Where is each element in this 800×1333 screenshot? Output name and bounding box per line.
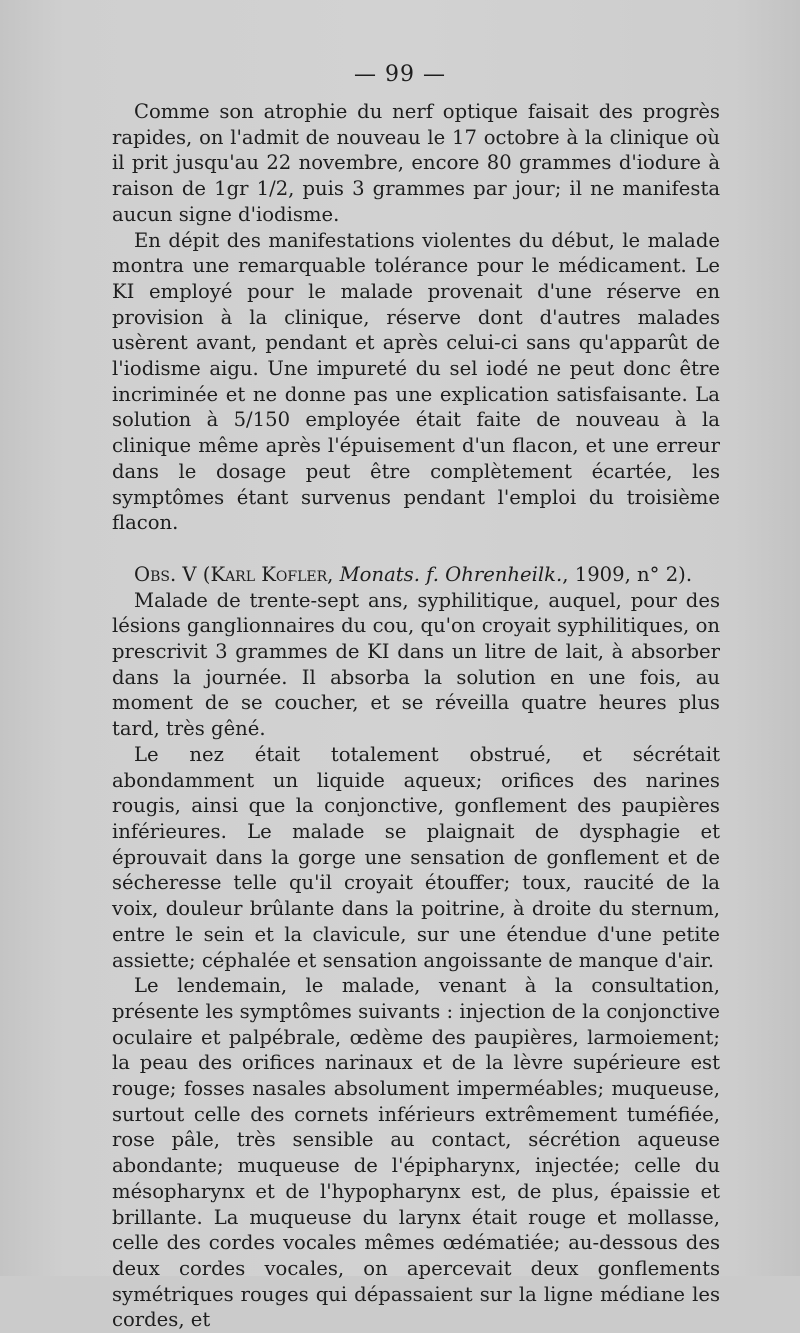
page-body <box>112 99 720 1333</box>
paragraph-tolerance: En dépit des manifestations violentes du début, le malade montra une remarquable tolérance pour le médicament. Le KI employé pour le malade provenait d'une réserve en provision à la clinique, réserve dont d'autres malades usèrent avant, pendant et après celui-ci sans qu'apparût de l'iodisme aigu. Une impureté du sel iodé ne peut donc être incriminée et ne donne pas une explication satisfaisante. La solution à 5/150 employée était faite de nouveau à la clinique même après l'épuisement d'un flacon, et une erreur dans le dosage peut être complètement écartée, les symptômes étant survenus pendant l'emploi du troisième flacon. <box>112 228 720 535</box>
citation-author: Karl Kofler <box>210 562 328 586</box>
observation-label: Obs. V <box>134 562 197 586</box>
paragraph-patient-history: Malade de trente-sept ans, syphilitique, auquel, pour des lésions ganglionnaires du cou, qu'on croyait syphilitiques, on prescrivit 3 grammes de KI dans un litre de lait, à absorber dans la journée. Il absorba la solution en une fois, au moment de se coucher, et se réveilla quatre heures plus tard, très gêné. <box>112 588 720 741</box>
citation-separator: , <box>327 562 340 586</box>
paragraph-symptoms-next-day: Le lendemain, le malade, venant à la consultation, présente les symptômes suivants : injection de la conjonctive oculaire et palpébrale, œdème des paupières, larmoiement; la peau des orifices narinaux et de la lèvre supérieure est rouge; fosses nasales absolument imperméables; muqueuse, surtout celle des cornets inférieurs extrêmement tuméfiée, rose pâle, très sensible au contact, sécrétion aqueuse abondante; muqueuse de l'épipharynx, injectée; celle du mésopharynx et de l'hypopharynx est, de plus, épaissie et brillante. La muqueuse du larynx était rouge et mollasse, celle des cordes vocales mêmes œdématiée; au-dessous des deux cordes vocales, on apercevait deux gonflements symétriques rouges qui dépassaient sur la ligne médiane les cordes, et <box>112 974 720 1332</box>
citation-journal: Monats. f. Ohrenheilk. <box>339 562 563 586</box>
paragraph-symptoms-night: Le nez était totalement obstrué, et sécrétait abondamment un liquide aqueux; orifices des narines rougis, ainsi que la conjonctive, gonflement des paupières inférieures. Le malade se plaignait de dysphagie et éprouvait dans la gorge une sensation de gonflement et de sécheresse telle qu'il croyait étouffer; toux, raucité de la voix, douleur brûlante dans la poitrine, à droite du sternum, entre le sein et la clavicule, sur une étendue d'une petite assiette; céphalée et sensation angoissante de manque d'air. <box>112 742 720 972</box>
paragraph-atrophie: Comme son atrophie du nerf optique faisait des progrès rapides, on l'admit de nouveau le 17 octobre à la clinique où il prit jusqu'au 22 novembre, encore 80 grammes d'iodure à raison de 1gr 1/2, puis 3 grammes par jour; il ne manifesta aucun signe d'iodisme. <box>112 100 720 226</box>
citation-details: , 1909, n° 2). <box>562 562 693 586</box>
observation-heading <box>112 562 720 588</box>
citation-open-paren: ( <box>196 562 211 586</box>
page-number: — 99 — <box>354 62 446 87</box>
